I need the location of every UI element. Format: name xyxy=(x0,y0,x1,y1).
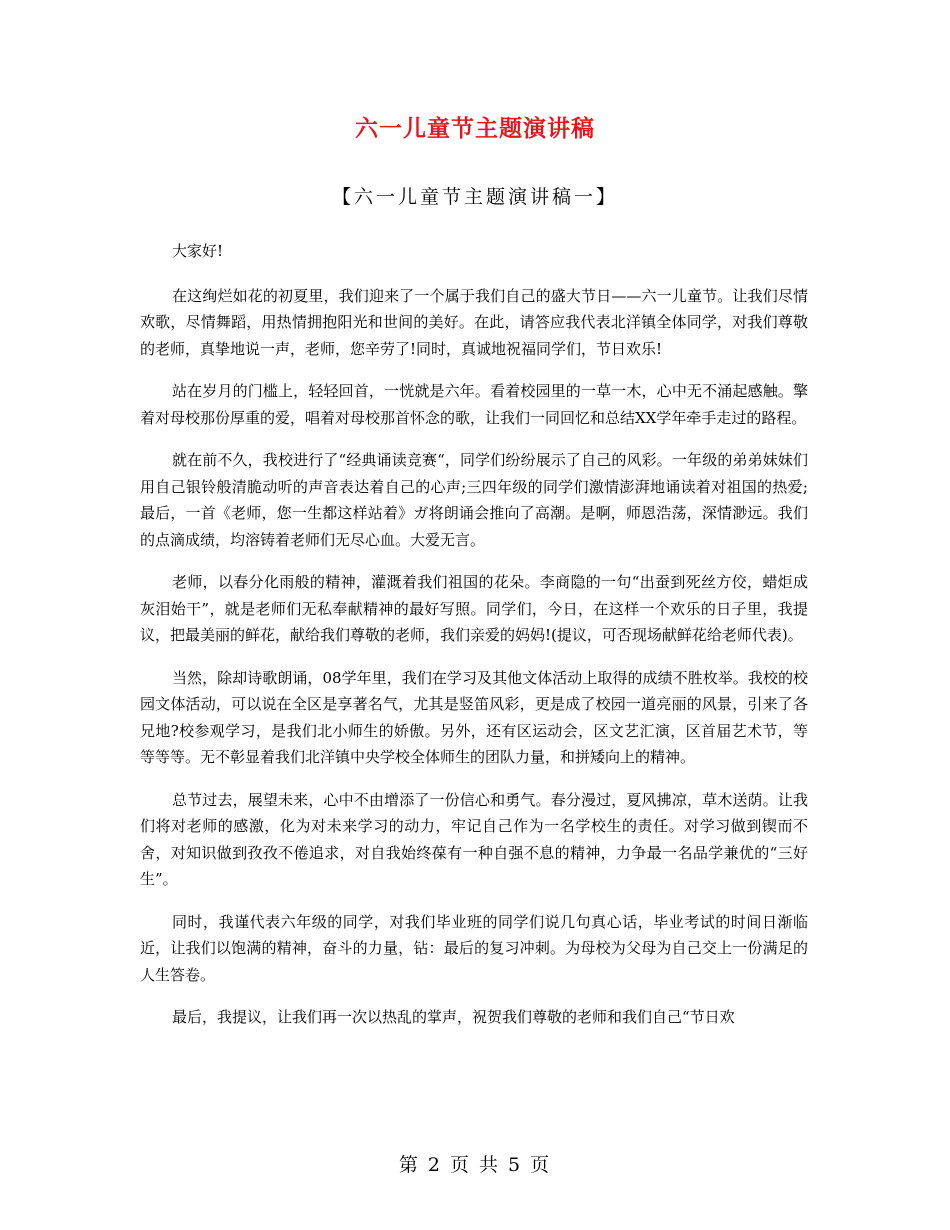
document-body xyxy=(140,238,808,1047)
body-paragraph: 当然，除却诗歌朗诵，08学年里，我们在学习及其他文体活动上取得的成绩不胜枚举。我校的校园文体活动，可以说在全区是享著名气，尤其是竖笛风彩，更是成了校园一道亮丽的风景，引来了各兄地?校参观学习，是我们北小师生的娇傲。另外，还有区运动会，区文艺汇演，区首届艺术节，等等等等。无不彰显着我们北洋镇中央学校全体师生的团队力量，和拼矮向上的精神。 xyxy=(140,668,808,766)
body-paragraph: 同时，我谨代表六年级的同学，对我们毕业班的同学们说几句真心话，毕业考试的时间日渐临近，让我们以饱满的精神，奋斗的力量，钻：最后的复习冲刺。为母校为父母为自己交上一份满足的人生答卷。 xyxy=(140,912,808,984)
section-heading: 【六一儿童节主题演讲稿一】 xyxy=(331,186,618,208)
page-number-footer: 第 2 页 共 5 页 xyxy=(398,1154,552,1176)
salutation-paragraph: 大家好! xyxy=(172,242,224,260)
body-paragraph: 在这绚烂如花的初夏里，我们迎来了一个属于我们自己的盛大节日——六一儿童节。让我们尽情欢歌，尽情舞蹈，用热情拥抱阳光和世间的美好。在此，请答应我代表北洋镇全体同学，对我们尊敬的老师，真挚地说一声，老师，您辛劳了!同时，真诚地祝福同学们，节日欢乐! xyxy=(140,286,808,358)
body-paragraph: 老师，以春分化雨般的精神，灌溉着我们祖国的花朵。李商隐的一句“出蚕到死丝方佼，蜡炬成灰泪始干”，就是老师们无私奉献精神的最好写照。同学们，今日，在这样一个欢乐的日子里，我提议，把最美丽的鲜花，献给我们尊敬的老师，我们亲爱的妈妈!(提议，可否现场献鲜花给老师代表)。 xyxy=(140,573,808,644)
body-paragraph: 总节过去，展望未来，心中不由增添了一份信心和勇气。春分漫过，夏风拂凉，草木送荫。让我们将对老师的感激，化为对未来学习的动力，牢记自己作为一名学校生的责任。对学习做到锲而不舍，对知识做到孜孜不倦追求，对自我始终葆有一种自强不息的精神，力争最一名品学兼优的“三好生”。 xyxy=(140,790,808,888)
body-paragraph: 就在前不久，我校进行了“经典诵读竞赛“，同学们纷纷展示了自己的风彩。一年级的弟弟妹妹们用自己银铃般清脆动听的声音表达着自己的心声;三四年级的同学们激情澎湃地诵读着对祖国的热爱;最后，一首《老师，您一生都这样站着》ガ将朗诵会推向了高潮。是啊，师恩浩荡，深情渺远。我们的点滴成绩，均溶铸着老师们无尽心血。大爱无言。 xyxy=(140,451,808,549)
body-paragraph: 站在岁月的门槛上，轻轻回首，一恍就是六年。看着校园里的一草一木，心中无不涌起感触。擎着对母校那份厚重的爱，唱着对母校那首怀念的歌，让我们一同回忆和总结XX学年牵手走过的路程。 xyxy=(140,382,808,427)
body-paragraph: 最后，我提议，让我们再一次以热乱的掌声，祝贺我们尊敬的老师和我们自己“节日欢 xyxy=(172,1008,735,1026)
document-title: 六一儿童节主题演讲稿 xyxy=(355,115,595,142)
